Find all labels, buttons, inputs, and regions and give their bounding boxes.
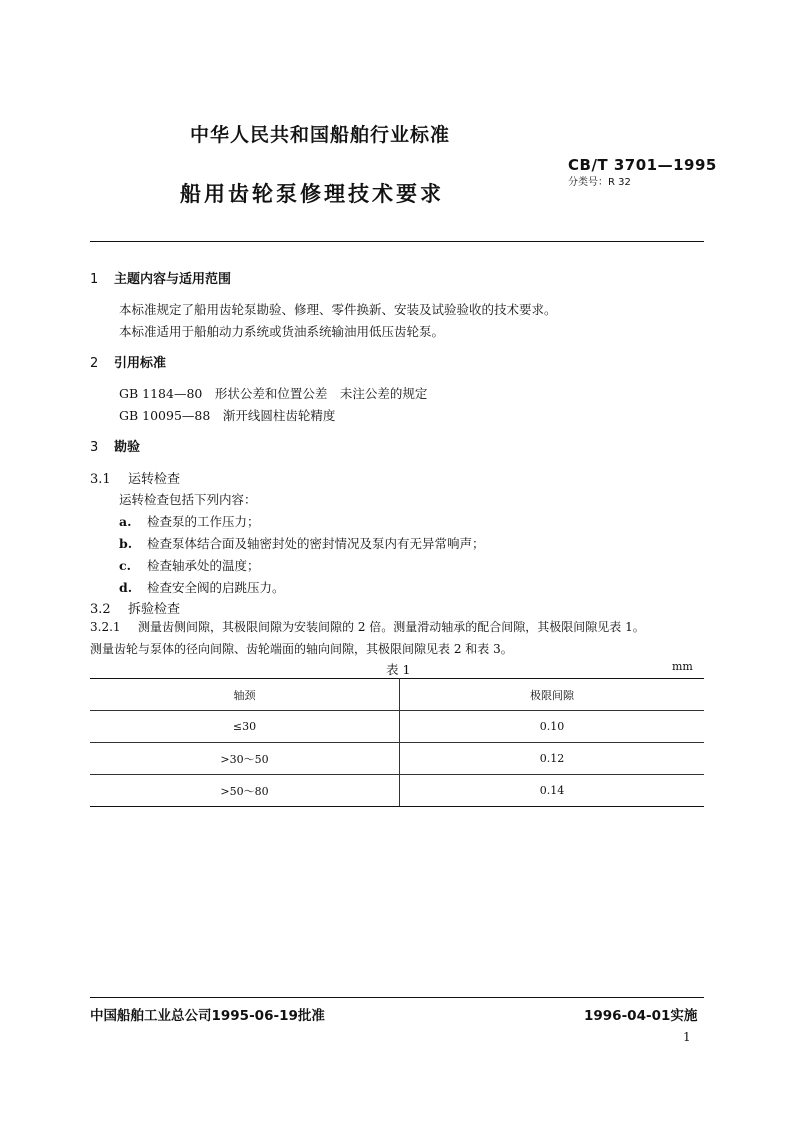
list-item [119,512,260,530]
table-caption: 表 1 [386,662,411,677]
subsection-number: 3.2 [90,602,111,617]
list-item-letter: c. [119,558,131,573]
clause-3-2-1-line-2: 测量齿轮与泵体的径向间隙、齿轮端面的轴向间隙，其极限间隙见表 2 和表 3。 [90,642,513,656]
reference-standard-1: GB 1184—80 形状公差和位置公差 未注公差的规定 [119,386,428,401]
section-number: 2 [90,356,99,371]
section-1-heading [90,268,231,287]
classification-code: 分类号：R 32 [568,177,631,188]
table-unit: mm [672,660,693,673]
subsection-3-1-intro: 运转检查包括下列内容： [119,492,257,507]
table-cell: ≤30 [90,711,400,743]
clause-text: 测量齿侧间隙，其极限间隙为安装间隙的 2 倍。测量滑动轴承的配合间隙，其极限间隙见表 1。 [138,620,645,634]
section-1-paragraph-1: 本标准规定了船用齿轮泵勘验、修理、零件换新、安装及试验验收的技术要求。 [119,302,557,317]
list-item-letter: a. [119,514,132,529]
subsection-title: 拆验检查 [128,602,181,617]
page-number: 1 [683,1030,691,1044]
section-number: 3 [90,440,99,455]
list-item-letter: b. [119,536,133,551]
section-title: 引用标准 [114,356,167,371]
header-divider [90,241,704,242]
table-row [90,743,704,775]
subsection-number: 3.1 [90,472,111,487]
table-cell: >30～50 [90,743,400,775]
subsection-title: 运转检查 [128,472,181,487]
column-header-limit-clearance: 极限间隙 [400,679,705,711]
section-title: 主题内容与适用范围 [114,272,232,287]
list-item-text: 检查泵的工作压力； [147,514,260,529]
section-1-paragraph-2: 本标准适用于船舶动力系统或货油系统输油用低压齿轮泵。 [119,324,445,339]
section-3-heading [90,436,140,455]
table-cell: >50～80 [90,775,400,807]
subsection-3-2-heading [90,598,180,617]
list-item [119,534,485,552]
subsection-3-1-heading [90,468,180,487]
reference-standard-2: GB 10095—88 渐开线圆柱齿轮精度 [119,408,336,423]
section-title: 勘验 [114,440,141,455]
effective-date: 1996-04-01实施 [584,1008,698,1024]
limit-clearance-table [90,678,704,807]
footer-divider [90,997,704,998]
list-item-text: 检查泵体结合面及轴密封处的密封情况及泵内有无异常响声； [147,536,485,551]
clause-number: 3.2.1 [90,620,121,634]
table-row [90,775,704,807]
clause-3-2-1-line-1 [90,618,645,635]
standard-title: 中华人民共和国船舶行业标准 [190,124,451,146]
list-item-text: 检查安全阀的启跳压力。 [147,580,285,595]
section-2-heading [90,352,166,371]
table-cell: 0.10 [400,711,705,743]
standard-code: CB/T 3701—1995 [568,156,717,174]
list-item [119,556,260,574]
table-cell: 0.14 [400,775,705,807]
list-item [119,578,285,596]
document-title: 船用齿轮泵修理技术要求 [180,182,444,206]
list-item-letter: d. [119,580,133,595]
approval-statement: 中国船舶工业总公司1995-06-19批准 [90,1008,325,1024]
section-number: 1 [90,272,99,287]
column-header-journal: 轴颈 [90,679,400,711]
list-item-text: 检查轴承处的温度； [147,558,260,573]
table-cell: 0.12 [400,743,705,775]
table-row [90,711,704,743]
table-header-row [90,679,704,711]
